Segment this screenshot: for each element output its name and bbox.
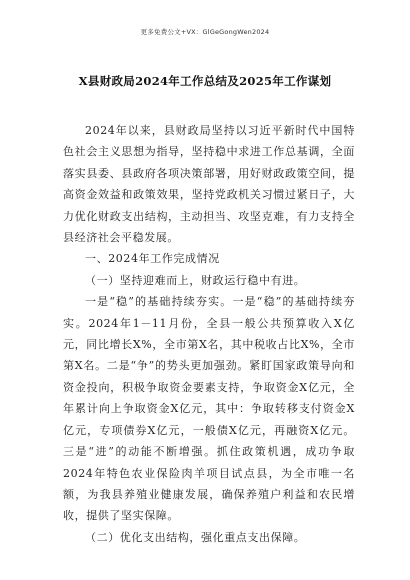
header-note: 更多免费公文+VX：GlGeGongWen2024 (140, 28, 270, 36)
section-heading-1: 一、2024年工作完成情况 (85, 252, 220, 266)
subsection-heading-1: （一）坚持迎难而上，财政运行稳中有进。 (85, 273, 306, 287)
body-paragraph-1: 一是“稳”的基础持续夯实。一是“稳”的基础持续夯实。2024年1－11月份，全县一般公共预算收入X亿元，同比增长X%，全市第X名，其中税收占比X%，全市第X名。二是“争”的势头更加强劲。紧盯国家政策导向和资金投向，积极争取资金要素支持，争取资金X亿元，全年累计向上争取资金X亿元，其中：争取转移支付资金X亿元，专项债券X亿元，一般债X亿元，再融资X亿元。三是“进”的动能不断增强。抓住政策机遇，成功争取2024年特色农业保险肉羊项目试点县，为全市唯一名额，为我县养殖业健康发展，确保养殖户利益和农民增收，提供了坚实保障。 (63, 295, 355, 523)
subsection-heading-2: （二）优化支出结构，强化重点支出保障。 (85, 530, 306, 544)
document-body (63, 120, 355, 548)
intro-paragraph: 2024年以来，县财政局坚持以习近平新时代中国特色社会主义思想为指导，坚持稳中求进工作总基调，全面落实县委、县政府各项决策部署，用好财政政策空间，提高资金效益和政策效果，坚持党政机关习惯过紧日子，大力优化财政支出结构，主动担当、攻坚克难，有力支持全县经济社会平稳发展。 (63, 124, 355, 245)
document-title: X县财政局2024年工作总结及2025年工作谋划 (78, 74, 332, 88)
